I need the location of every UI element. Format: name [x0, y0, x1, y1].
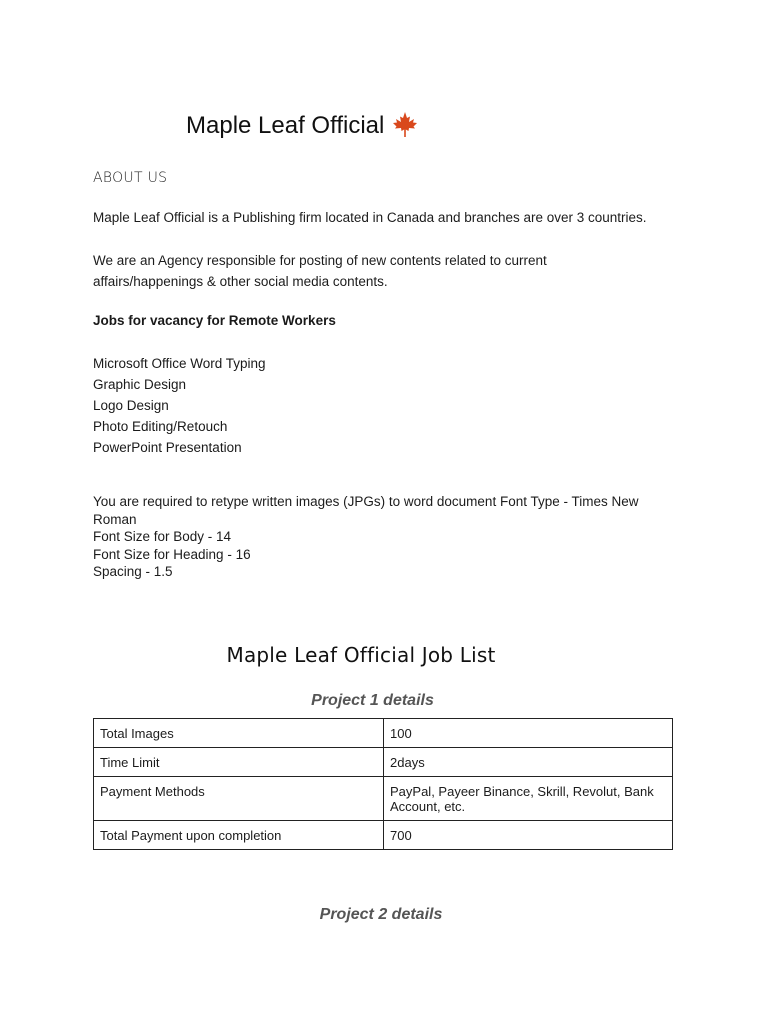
table-row — [94, 748, 673, 777]
job-list — [93, 353, 266, 458]
about-paragraph-2-line-2: affairs/happenings & other social media contents. — [93, 274, 388, 289]
project-1-table — [93, 718, 673, 850]
list-item: Photo Editing/Retouch — [93, 419, 228, 434]
instructions-line-3: Font Size for Heading - 16 — [93, 546, 251, 562]
table-cell-label: Time Limit — [94, 748, 384, 777]
about-paragraph-1: Maple Leaf Official is a Publishing firm located in Canada and branches are over 3 countries. — [93, 210, 647, 225]
table-row — [94, 777, 673, 821]
table-cell-value: 700 — [384, 821, 673, 850]
list-item: PowerPoint Presentation — [93, 440, 242, 455]
instructions-line-4: Spacing - 1.5 — [93, 564, 173, 579]
instructions-block — [93, 493, 678, 581]
page-title-text: Maple Leaf Official — [186, 112, 385, 139]
list-item: Graphic Design — [93, 377, 187, 392]
table-cell-value: 100 — [384, 719, 673, 748]
project-2-heading: Project 2 details — [319, 906, 443, 923]
page-title — [186, 110, 420, 140]
table-row — [94, 719, 673, 748]
table-cell-value: 2days — [384, 748, 673, 777]
about-heading: ABOUT US — [93, 170, 168, 186]
table-cell-value: PayPal, Payeer Binance, Skrill, Revolut, Bank Account, etc. — [384, 777, 673, 821]
maple-leaf-icon — [390, 110, 420, 140]
jobs-heading: Jobs for vacancy for Remote Workers — [93, 313, 336, 328]
table-cell-label: Total Images — [94, 719, 384, 748]
table-row — [94, 821, 673, 850]
instructions-line-2: Font Size for Body - 14 — [93, 529, 232, 544]
instructions-line-1: You are required to retype written images (JPGs) to word document Font Type - Times New Roman — [93, 494, 639, 527]
table-cell-label: Total Payment upon completion — [94, 821, 384, 850]
project-1-heading: Project 1 details — [311, 692, 434, 709]
table-cell-label: Payment Methods — [94, 777, 384, 821]
job-list-title: Maple Leaf Official Job List — [226, 643, 496, 667]
about-paragraph-2-line-1: We are an Agency responsible for posting of new contents related to current — [93, 253, 547, 268]
list-item: Logo Design — [93, 398, 169, 413]
list-item: Microsoft Office Word Typing — [93, 356, 266, 371]
